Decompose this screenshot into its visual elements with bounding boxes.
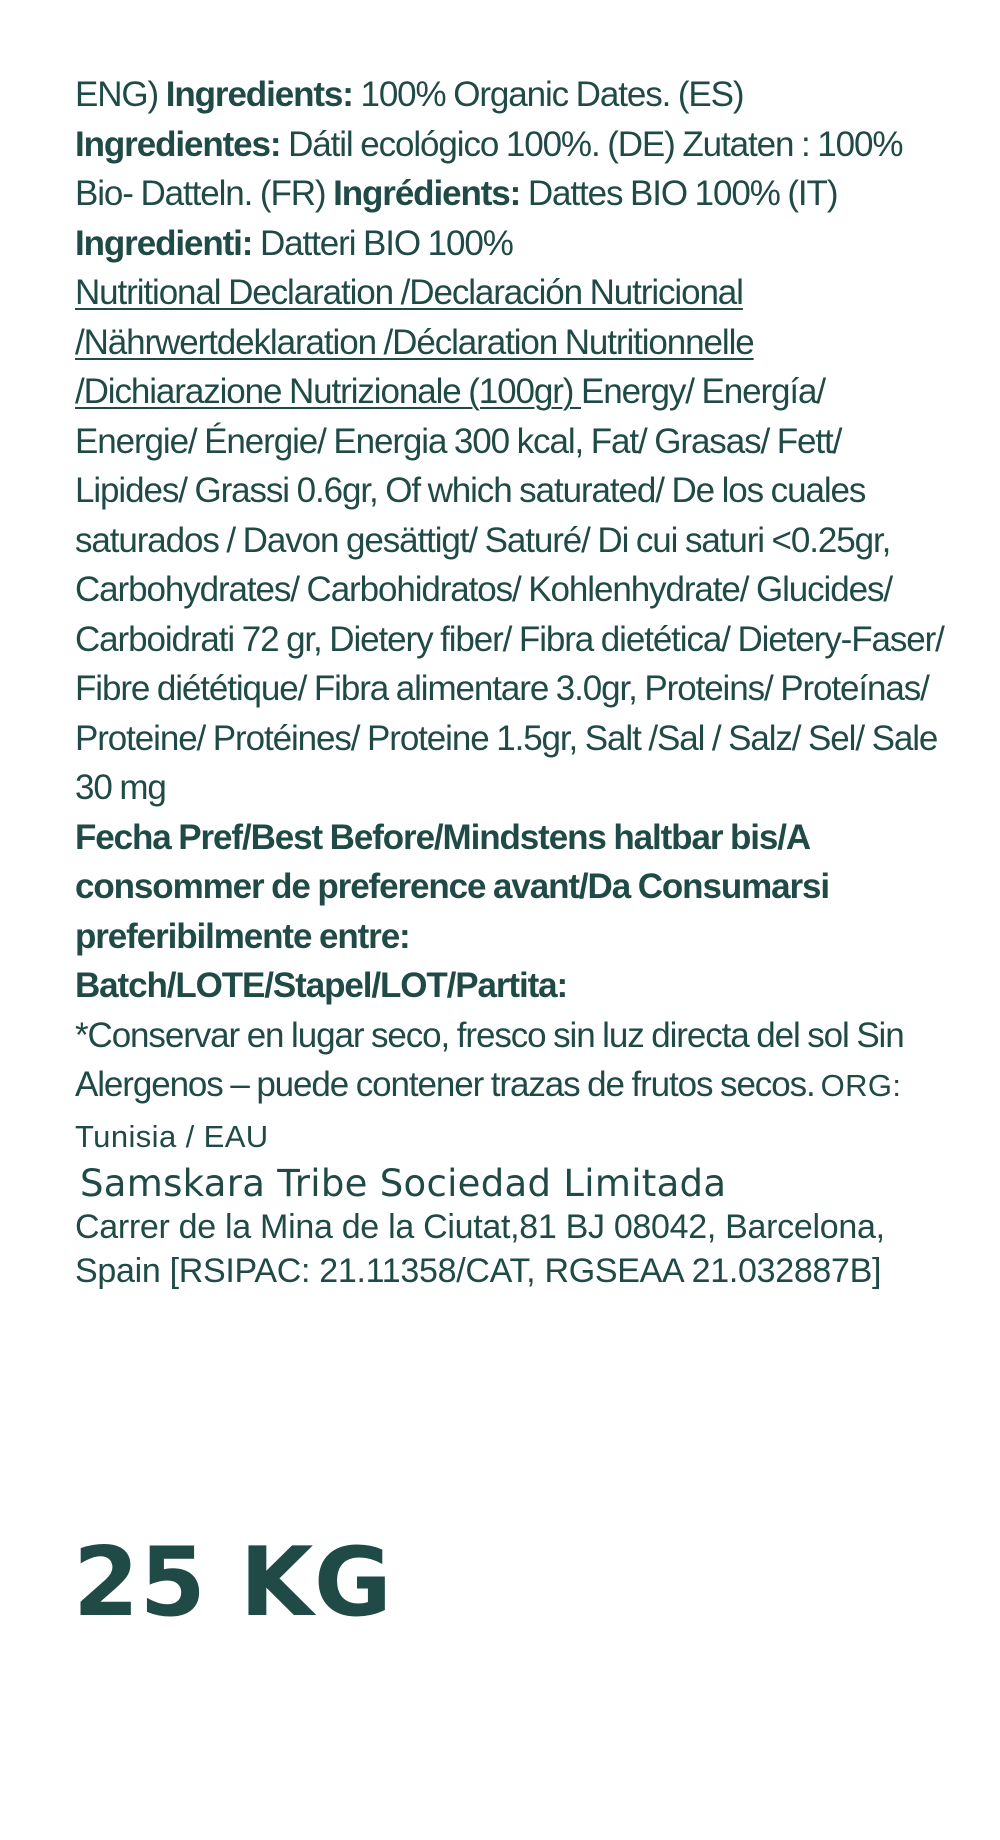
origin-text: ORG: Tunisia / EAU [75, 1068, 902, 1154]
best-before-line [75, 813, 945, 962]
best-before-label: Fecha Pref/Best Before/Mindstens haltbar bis/A consommer de preference avant/Da Consumarsi preferibilmente entre: [75, 817, 829, 956]
ingredients-fr-text: Dattes BIO 100% (IT) [520, 174, 838, 213]
ingredients-paragraph [75, 70, 945, 268]
ingredients-eng-prefix: ENG) [75, 75, 166, 114]
nutrition-values: Energy/ Energía/ Energie/ Énergie/ Energia 300 kcal, Fat/ Grasas/ Fett/ Lipides/ Grassi 0.6gr, Of which saturated/ De los cuales saturados / Davon gesättigt/ Saturé/ Di cui saturi <0.25gr, Carbohydrates/ Carbohidratos/ Kohlenhydrate/ Glucides/ Carboidrati 72 gr, Dietery fiber/ Fibra dietética/ Dietery-Faser/ Fibre diététique/ Fibra alimentare 3.0gr, Proteins/ Proteínas/ Proteine/ Protéines/ Proteine 1.5gr, Salt /Sal / Salz/ Sel/ Sale 30 mg [75, 372, 944, 807]
address-line-1: Carrer de la Mina de la Ciutat,81 BJ 08042, Barcelona, [75, 1208, 885, 1246]
ingredients-it-label: Ingredienti: [75, 223, 253, 263]
company-name: Samskara Tribe Sociedad Limitada [80, 1162, 727, 1205]
batch-line [75, 961, 945, 1011]
net-weight: 25 KG [73, 1528, 393, 1638]
ingredients-es-text: Dátil ecológico 100%. (DE) Zutaten : 100% Bio- Datteln. (FR) [75, 124, 903, 213]
address-line-2: Spain [RSIPAC: 21.11358/CAT, RGSEAA 21.032887B] [75, 1252, 882, 1290]
ingredients-it-text: Datteri BIO 100% [252, 223, 513, 263]
nutrition-paragraph [75, 268, 945, 813]
storage-paragraph [75, 1011, 945, 1162]
product-label-text [75, 70, 945, 1161]
nutrition-heading: Nutritional Declaration /Declaración Nutricional /Nährwertdeklaration /Déclaration Nutritionnelle /Dichiarazione Nutrizionale (100gr) [75, 273, 754, 411]
ingredients-fr-label: Ingrédients: [333, 174, 521, 213]
company-address [75, 1205, 975, 1293]
batch-label: Batch/LOTE/Stapel/LOT/Partita: [75, 966, 568, 1005]
storage-text: *Conservar en lugar seco, fresco sin luz directa del sol Sin Alergenos – puede contener trazas de frutos secos. [75, 1015, 904, 1104]
ingredients-es-label: Ingredientes: [75, 124, 281, 164]
ingredients-eng-text: 100% Organic Dates. (ES) [352, 75, 744, 114]
ingredients-eng-label: Ingredients: [165, 75, 353, 114]
